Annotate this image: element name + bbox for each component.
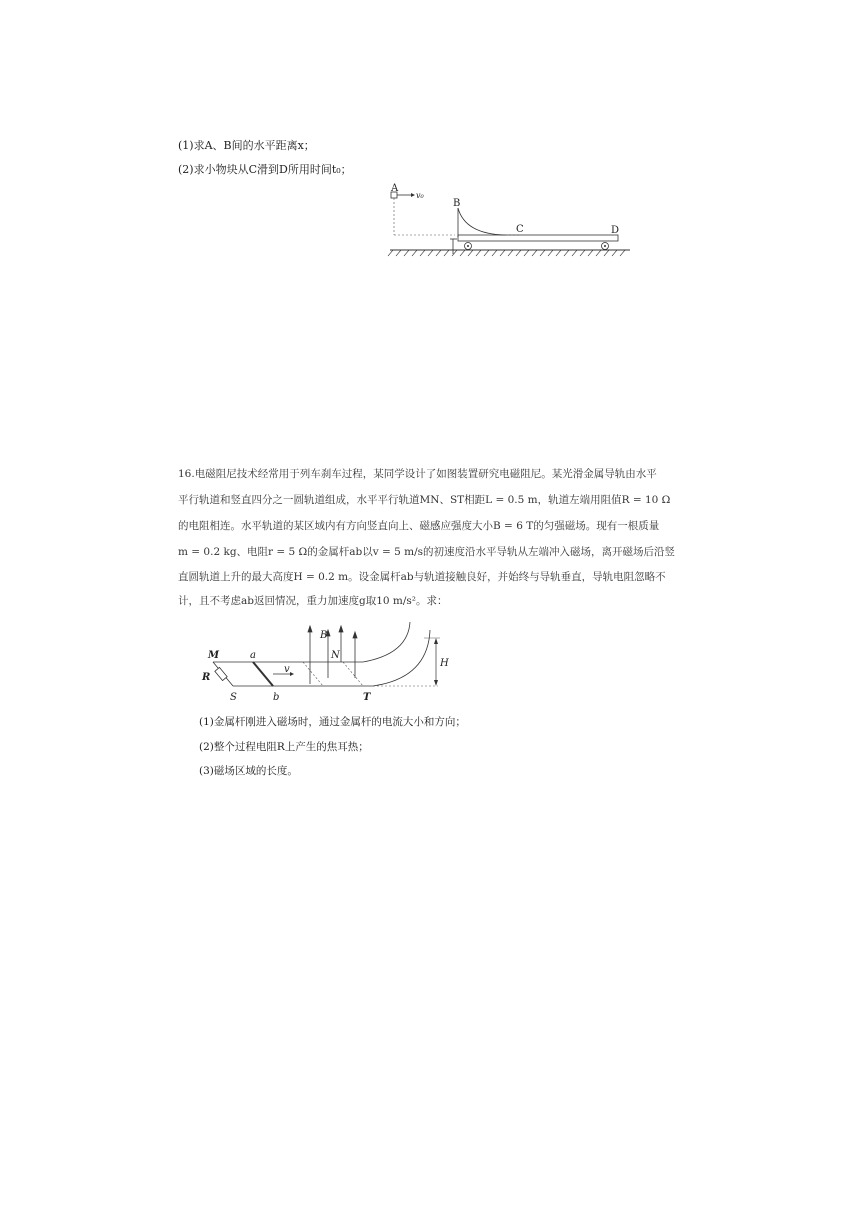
label-c: C <box>516 224 524 235</box>
label-d: D <box>611 225 620 236</box>
q16-sub-2: (2)整个过程电阻R上产生的焦耳热； <box>199 741 369 753</box>
ramp-curve <box>458 208 505 235</box>
arc-track-bottom <box>373 630 430 686</box>
q16-line-6: 计，且不考虑ab返回情况，重力加速度g取10 m/s²。求： <box>178 595 448 607</box>
rod-ab <box>253 662 273 686</box>
label-a-rod: a <box>250 650 256 661</box>
label-v0: v₀ <box>416 191 424 200</box>
label-v: v <box>284 664 290 675</box>
label-a: A <box>391 183 399 194</box>
label-b: B <box>453 198 461 209</box>
label-t: T <box>363 692 371 703</box>
question-part-2: (2)求小物块从C滑到D所用时间t₀； <box>178 163 352 176</box>
arc-track-top <box>363 622 410 662</box>
rail-magnetic-figure <box>198 618 458 704</box>
q16-line-3: 的电阻相连。水平轨道的某区域内有方向竖直向上、磁感应强度大小B = 6 T的匀强磁场。现有一根质量 <box>178 520 660 532</box>
q16-sub-1: (1)金属杆刚进入磁场时，通过金属杆的电流大小和方向； <box>199 716 466 728</box>
question-part-1: (1)求A、B间的水平距离x； <box>178 139 315 152</box>
cart-board <box>458 235 618 241</box>
q16-line-4: m = 0.2 kg、电阻r = 5 Ω的金属杆ab以v = 5 m/s的初速度沿水平导轨从左端冲入磁场，离开磁场后沿竖 <box>178 546 676 558</box>
label-s: S <box>230 692 237 703</box>
cart-slide-figure <box>385 182 635 260</box>
label-b-rod: b <box>273 692 280 703</box>
label-b-field: B <box>320 630 328 641</box>
label-r: R <box>202 672 211 683</box>
label-n: N <box>331 650 340 661</box>
label-h: H <box>440 658 449 669</box>
q16-line-5: 直圆轨道上升的最大高度H = 0.2 m。设金属杆ab与轨道接触良好，并始终与导轨垂直，导轨电阻忽略不 <box>178 571 666 583</box>
q16-sub-3: (3)磁场区域的长度。 <box>199 765 298 777</box>
resistor <box>215 667 227 680</box>
q16-line-1: 16.电磁阻尼技术经常用于列车刹车过程，某同学设计了如图装置研究电磁阻尼。某光滑金属导轨由水平 <box>178 468 657 480</box>
q16-line-2: 平行轨道和竖直四分之一圆轨道组成，水平平行轨道MN、ST相距L = 0.5 m，轨道左端用阻值R = 10 Ω <box>178 494 671 506</box>
label-m: M <box>208 650 220 661</box>
